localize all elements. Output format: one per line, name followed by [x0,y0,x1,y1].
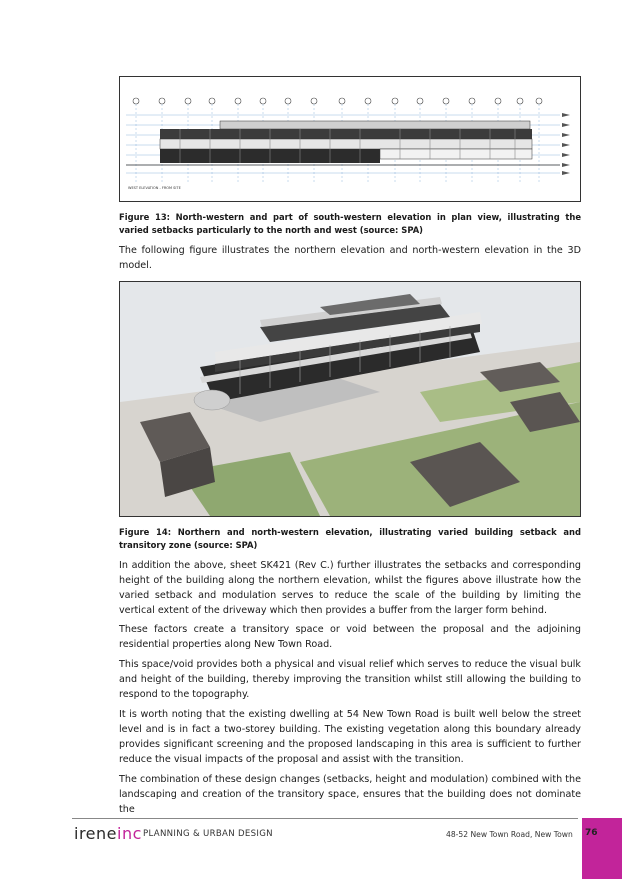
3d-model-render [120,282,580,516]
paragraph-3: This space/void provides both a physical and visual relief which serves to reduce the visual bulk and height of the building, thereby improving the transition whilst still allowing the building to respond to the topography. [119,659,581,700]
paragraph-4: It is worth noting that the existing dwelling at 54 New Town Road is built well below the street level and is in fact a two-storey building. The existing vegetation along this boundary already provides significant screening and the proposed landscaping in this area is sufficient to further reduce the visual impacts of the proposal and assist with the transition. [119,709,581,765]
figure-13-inset-label: WEST ELEVATION - FROM SITE [128,186,181,190]
paragraph-2: These factors create a transitory space or void between the proposal and the adjoining residential properties along New Town Road. [119,624,581,650]
paragraph-1: In addition the above, sheet SK421 (Rev C.) further illustrates the setbacks and corresponding height of the building along the northern elevation, whilst the figures above illustrate how the varied setback and modulation serves to reduce the scale of the building by limiting the vertical extent of the driveway which then provides a buffer from the larger form behind. [119,560,581,616]
page-number: 76 [585,828,598,838]
brand-tagline: PLANNING & URBAN DESIGN [143,829,273,839]
figure-14-3d-render [119,281,581,517]
footer-divider [72,818,578,819]
figure-14-caption: Figure 14: Northern and north-western elevation, illustrating varied building setback and transitory zone (source: SPA) [119,527,581,550]
figure-13-caption: Figure 13: North-western and part of south-western elevation in plan view, illustrating the varied setbacks particularly to the north and west (source: SPA) [119,212,581,235]
brand-name-part1: irene [74,824,117,843]
intro-paragraph: The following figure illustrates the northern elevation and north-western elevation in the 3D model. [119,245,581,271]
level-markers [562,113,570,175]
brand-logo [74,824,142,843]
figure-13-elevation-drawing [119,76,581,202]
elevation-drawing [120,77,580,201]
building-elevation [126,121,560,165]
brand-name-part2: inc [117,824,142,843]
footer-address: 48-52 New Town Road, New Town [446,830,573,839]
grid-bubbles [133,98,542,104]
paragraph-5: The combination of these design changes (setbacks, height and modulation) combined with the landscaping and creation of the transitory space, ensures that the building does not dominate the [119,774,581,815]
